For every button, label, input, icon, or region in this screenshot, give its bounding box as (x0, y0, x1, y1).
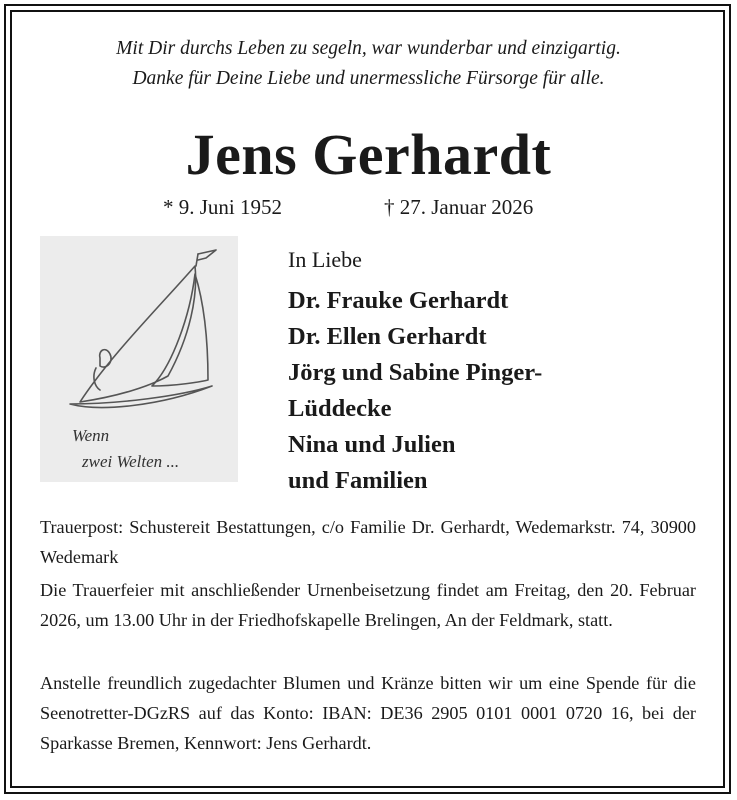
mourning-post-address: Trauerpost: Schustereit Bestattungen, c/o Familie Dr. Gerhardt, Wedemarkstr. 74, 30900 Wedemark (40, 517, 696, 567)
memorial-quote (0, 34, 737, 94)
mourner-line: und Familien (288, 467, 428, 494)
quote-line-2: Danke für Deine Liebe und unermessliche Fürsorge für alle. (132, 68, 605, 89)
illustration-caption-2: zwei Welten ... (82, 452, 180, 471)
mourner-line: Lüddecke (288, 395, 392, 422)
sailboat-icon (40, 236, 238, 482)
mourner-line: Dr. Frauke Gerhardt (288, 287, 509, 314)
mourners-list (288, 283, 698, 499)
mourner-line: Dr. Ellen Gerhardt (288, 323, 487, 350)
sailboat-illustration (40, 236, 238, 482)
mourner-line: Nina und Julien (288, 431, 456, 458)
mourner-line: Jörg und Sabine Pinger- (288, 359, 543, 386)
mourners-intro: In Liebe (288, 247, 362, 272)
quote-line-1: Mit Dir durchs Leben zu segeln, war wunderbar und einzigartig. (116, 38, 621, 59)
illustration-caption-1: Wenn (72, 426, 110, 445)
birth-date: * 9. Juni 1952 (163, 195, 283, 219)
donation-request: Anstelle freundlich zugedachter Blumen und Kränze bitten wir um eine Spende für die Seenotretter-DGzRS auf das Konto: IBAN: DE36 2905 0101 0001 0720 16, bei der Sparkasse Bremen, Kennwort: Jens Gerhardt. (40, 673, 696, 753)
deceased-name: Jens Gerhardt (185, 122, 552, 187)
funeral-ceremony-info: Die Trauerfeier mit anschließender Urnenbeisetzung findet am Freitag, den 20. Februar 2026, um 13.00 Uhr in der Friedhofskapelle Brelingen, An der Feldmark, statt. (40, 580, 696, 630)
death-date: † 27. Januar 2026 (384, 195, 534, 219)
